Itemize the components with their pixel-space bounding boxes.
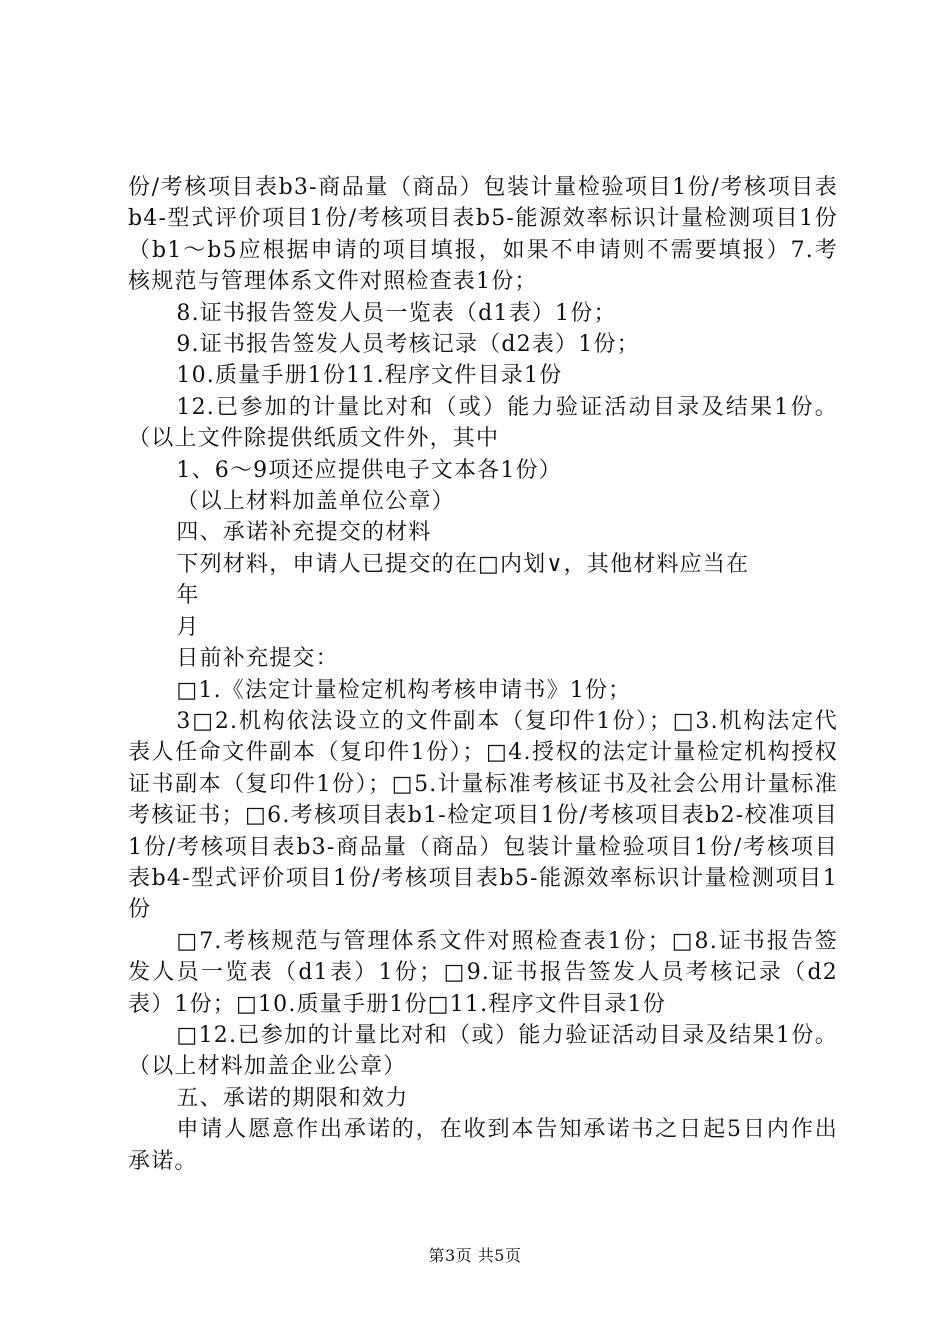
paragraph-day-deadline: 日前补充提交： <box>176 646 339 672</box>
document-body <box>128 172 838 1177</box>
paragraph-electronic-copies: 1、6～9项还应提供电子文本各1份） <box>176 457 562 483</box>
paragraph-materials-continued: 份/考核项目表b3-商品量（商品）包装计量检验项目1份/考核项目表b4-型式评价项目1份/考核项目表b5-能源效率标识计量检测项目1份（b1～b5应根据申请的项目填报，如果不申请则不需要填报）7.考核规范与管理体系文件对照检查表1份； <box>128 175 838 295</box>
paragraph-item-8: 8.证书报告签发人员一览表（d1表）1份； <box>176 300 617 326</box>
paragraph-month: 月 <box>176 614 200 640</box>
checklist-items-7-11: □7.考核规范与管理体系文件对照检查表1份；□8.证书报告签发人员一览表（d1表）1份；□9.证书报告签发人员考核记录（d2表）1份；□10.质量手册1份□11.程序文件目录1份 <box>128 928 838 1017</box>
section-heading-term: 五、承诺的期限和效力 <box>176 1085 409 1111</box>
checklist-item-1: □1.《法定计量检定机构考核申请书》1份； <box>176 677 632 703</box>
paragraph-item-12: 12.已参加的计量比对和（或）能力验证活动目录及结果1份。（以上文件除提供纸质文件外，其中 <box>128 394 838 452</box>
paragraph-seal-note: （以上材料加盖单位公章） <box>176 489 455 515</box>
paragraph-year: 年 <box>176 583 200 609</box>
section-heading-supplementary: 四、承诺补充提交的材料 <box>176 520 432 546</box>
paragraph-item-10-11: 10.质量手册1份11.程序文件目录1份 <box>176 363 563 389</box>
paragraph-item-9: 9.证书报告签发人员考核记录（d2表）1份； <box>176 332 640 358</box>
page-footer: 第3页 共5页 <box>428 1246 522 1265</box>
checklist-items-2-6: 3□2.机构依法设立的文件副本（复印件1份）；□3.机构法定代表人任命文件副本（复印件1份）；□4.授权的法定计量检定机构授权证书副本（复印件1份）；□5.计量标准考核证书及社会公用计量标准考核证书；□6.考核项目表b1-检定项目1份/考核项目表b2-校准项目1份/考核项目表b3-商品量（商品）包装计量检验项目1份/考核项目表b4-型式评价项目1份/考核项目表b5-能源效率标识计量检测项目1份 <box>128 708 838 923</box>
paragraph-instruction: 下列材料，申请人已提交的在□内划∨，其他材料应当在 <box>176 551 750 577</box>
paragraph-term-body: 申请人愿意作出承诺的，在收到本告知承诺书之日起5日内作出承诺。 <box>128 1117 838 1174</box>
checklist-item-12: □12.已参加的计量比对和（或）能力验证活动目录及结果1份。（以上材料加盖企业公章） <box>128 1022 838 1080</box>
